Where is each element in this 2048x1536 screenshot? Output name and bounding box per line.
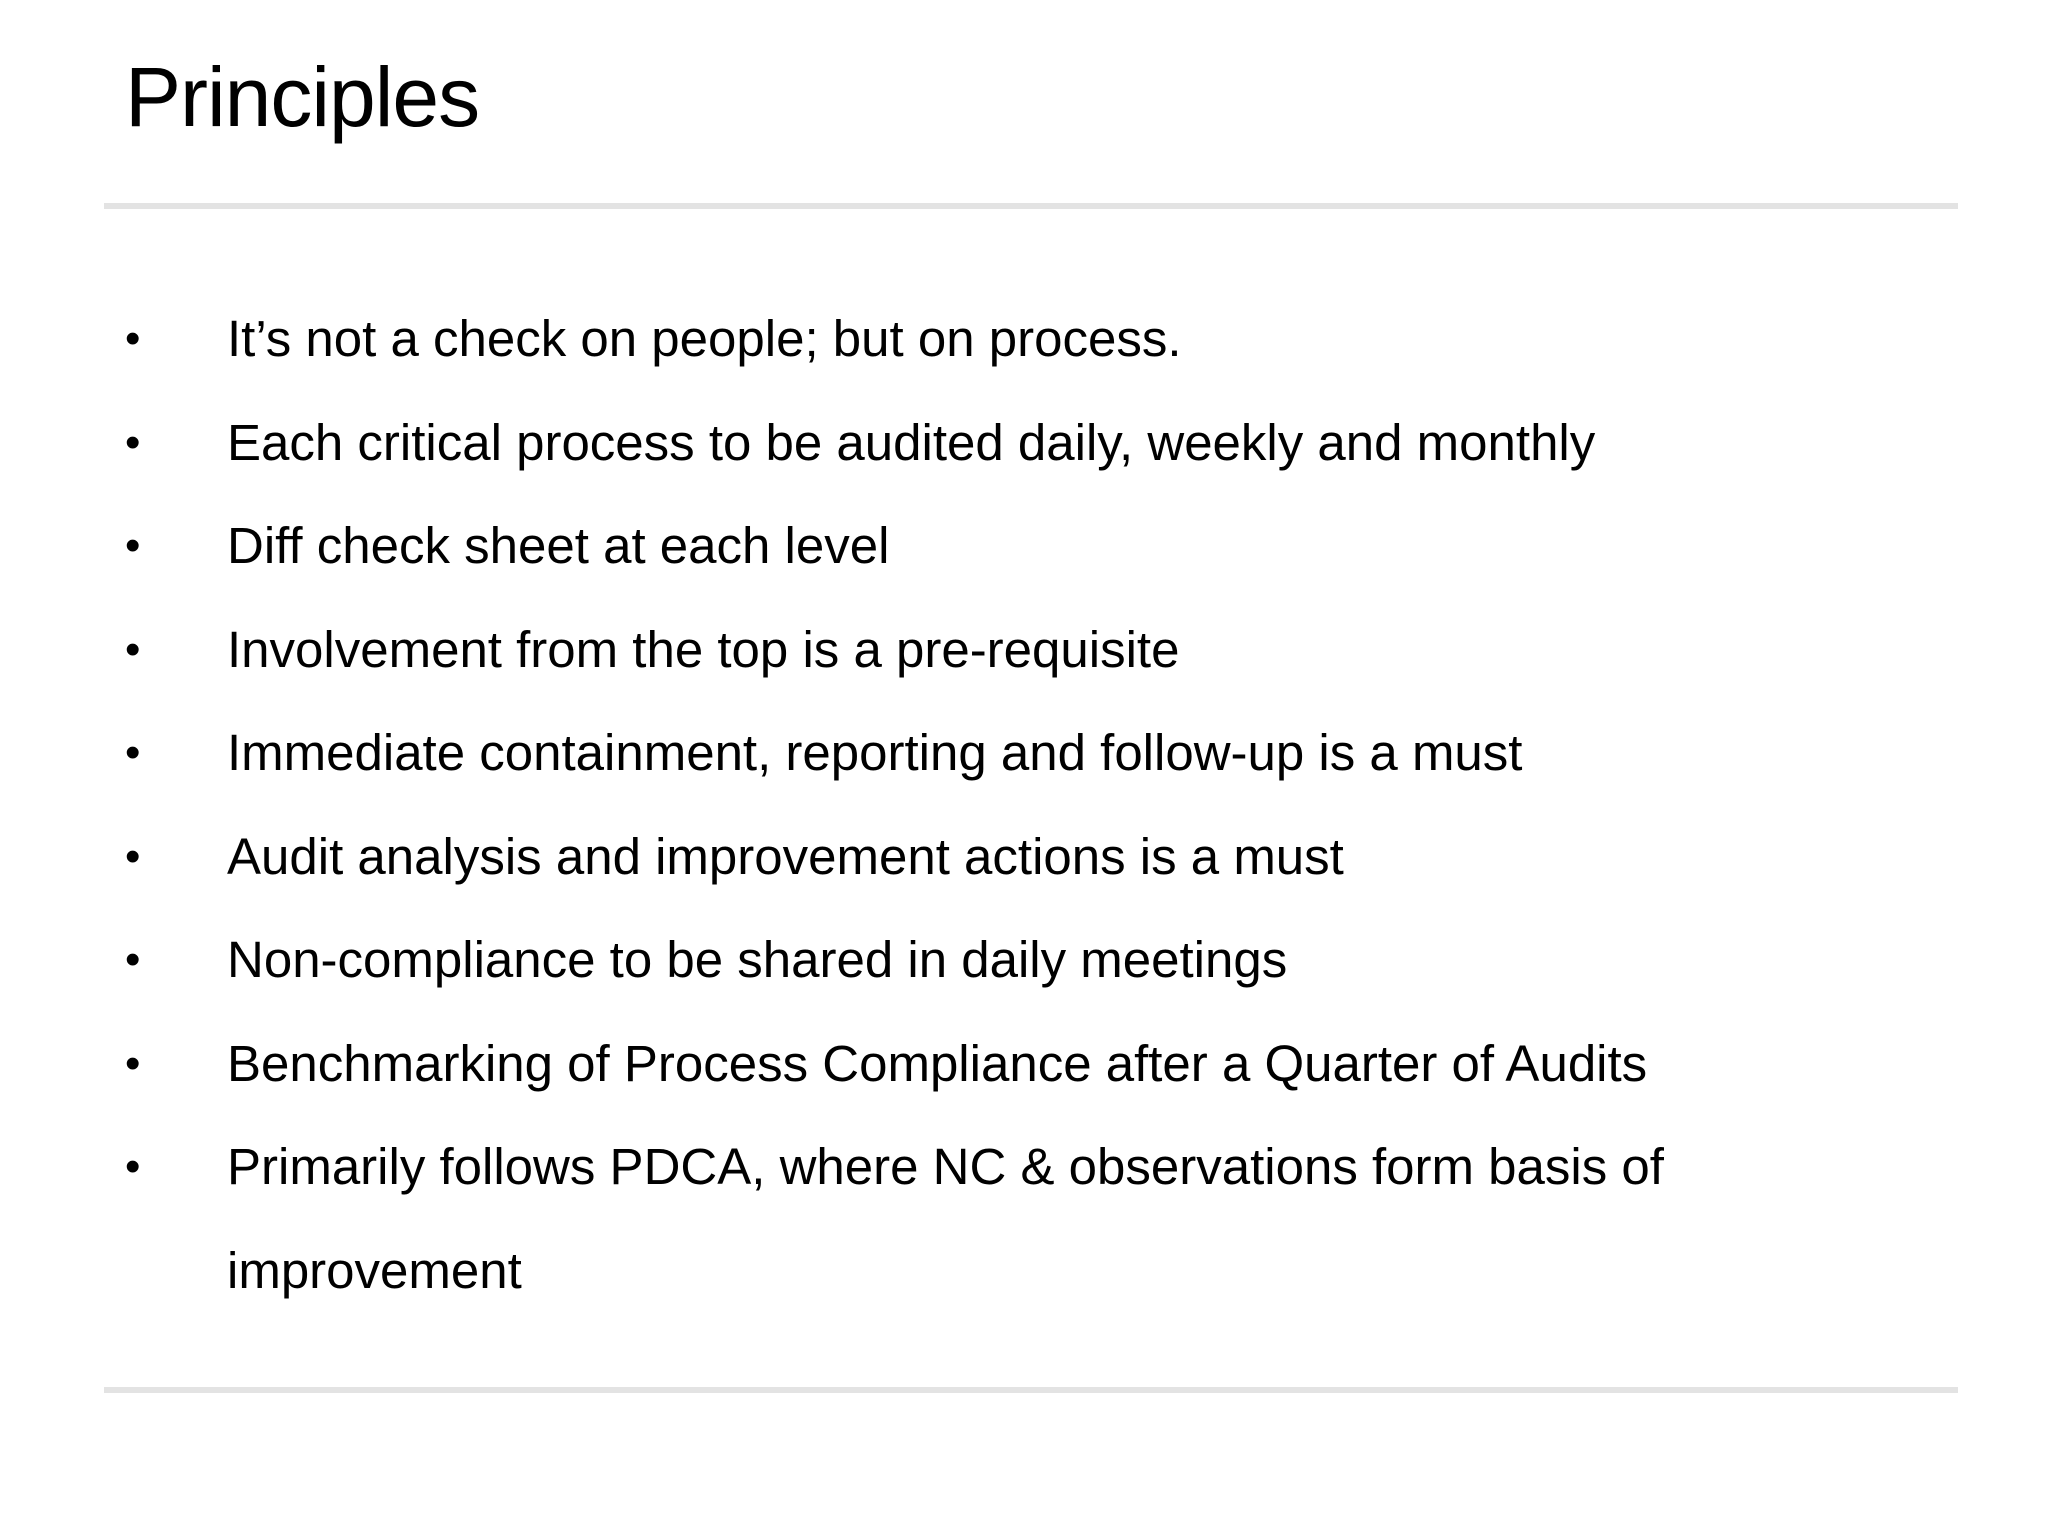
list-item <box>125 1012 1775 1116</box>
list-item <box>125 908 1775 1012</box>
bullet-icon: • <box>125 1142 141 1191</box>
list-item <box>125 1115 1775 1322</box>
bullet-icon: • <box>125 314 141 363</box>
list-item <box>125 598 1775 702</box>
bullet-icon: • <box>125 417 141 467</box>
bullet-icon: • <box>125 624 141 674</box>
list-item-text: Benchmarking of Process Compliance after a Quarter of Audits <box>227 1034 1648 1092</box>
bullet-list <box>125 287 1775 1322</box>
bullet-icon: • <box>125 831 141 881</box>
list-item <box>125 701 1775 805</box>
bullet-icon: • <box>125 1038 141 1088</box>
bottom-divider <box>104 1387 1958 1393</box>
list-item-text: Immediate containment, reporting and follow-up is a must <box>227 724 1523 781</box>
top-divider <box>104 203 1958 209</box>
list-item-text: Non-compliance to be shared in daily meetings <box>227 931 1288 988</box>
list-item <box>125 494 1775 598</box>
list-item <box>125 391 1775 495</box>
bullet-icon: • <box>125 935 141 984</box>
list-item <box>125 287 1775 391</box>
list-item-text: It’s not a check on people; but on process. <box>227 310 1182 367</box>
bullet-icon: • <box>125 521 141 570</box>
list-item-text: Involvement from the top is a pre-requisite <box>227 620 1180 678</box>
list-item-text: Primarily follows PDCA, where NC & observations form basis of improvement <box>227 1138 1664 1299</box>
list-item <box>125 805 1775 909</box>
bullet-icon: • <box>125 728 141 777</box>
list-item-text: Diff check sheet at each level <box>227 517 890 574</box>
list-item-text: Each critical process to be audited daily, weekly and monthly <box>227 413 1596 471</box>
page-title: Principles <box>125 50 480 144</box>
list-item-text: Audit analysis and improvement actions is a must <box>227 827 1344 885</box>
